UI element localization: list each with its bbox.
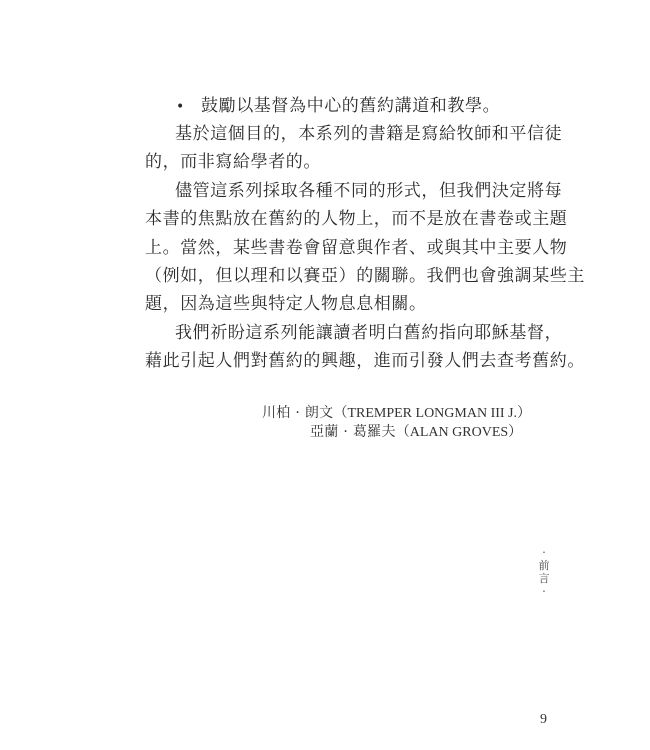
paragraph-2-line-5: 題，因為這些與特定人物息息相關。 [145, 294, 427, 314]
running-head-dot-bottom: · [542, 585, 546, 598]
paragraph-3-line-1: 我們祈盼這系列能讓讀者明白舊約指向耶穌基督， [175, 323, 563, 343]
paragraph-3-line-2: 藉此引起人們對舊約的興趣，進而引發人們去查考舊約。 [145, 351, 585, 371]
signature-1 [262, 404, 531, 423]
signature-2-zh: 亞蘭 · 葛羅夫 [310, 424, 396, 440]
paragraph-2-line-1: 儘管這系列採取各種不同的形式，但我們決定將每 [175, 181, 563, 201]
paragraph-1-line-1: 基於這個目的，本系列的書籍是寫給牧師和平信徒 [175, 124, 563, 144]
paragraph-1-line-2: 的，而非寫給學者的。 [145, 152, 321, 172]
bullet-item: 鼓勵以基督為中心的舊約講道和教學。 [201, 96, 501, 116]
running-head-dot-top: · [542, 546, 546, 559]
running-head-char-2: 言 [538, 572, 550, 585]
bullet-icon: • [176, 99, 185, 115]
signature-2 [310, 423, 522, 442]
signature-1-en: （TREMPER LONGMAN III J.） [333, 406, 532, 421]
paragraph-2-line-4: （例如，但以理和以賽亞）的關聯。我們也會強調某些主 [145, 266, 585, 286]
signature-2-en: （ALAN GROVES） [395, 425, 523, 440]
paragraph-2-line-3: 上。當然，某些書卷會留意與作者、或與其中主要人物 [145, 238, 568, 258]
page-number: 9 [540, 712, 547, 727]
signature-1-zh: 川柏 · 朗文 [262, 405, 334, 421]
paragraph-2-line-2: 本書的焦點放在舊約的人物上，而不是放在書卷或主題 [145, 209, 568, 229]
running-head-char-1: 前 [538, 559, 550, 572]
running-head [537, 546, 551, 598]
